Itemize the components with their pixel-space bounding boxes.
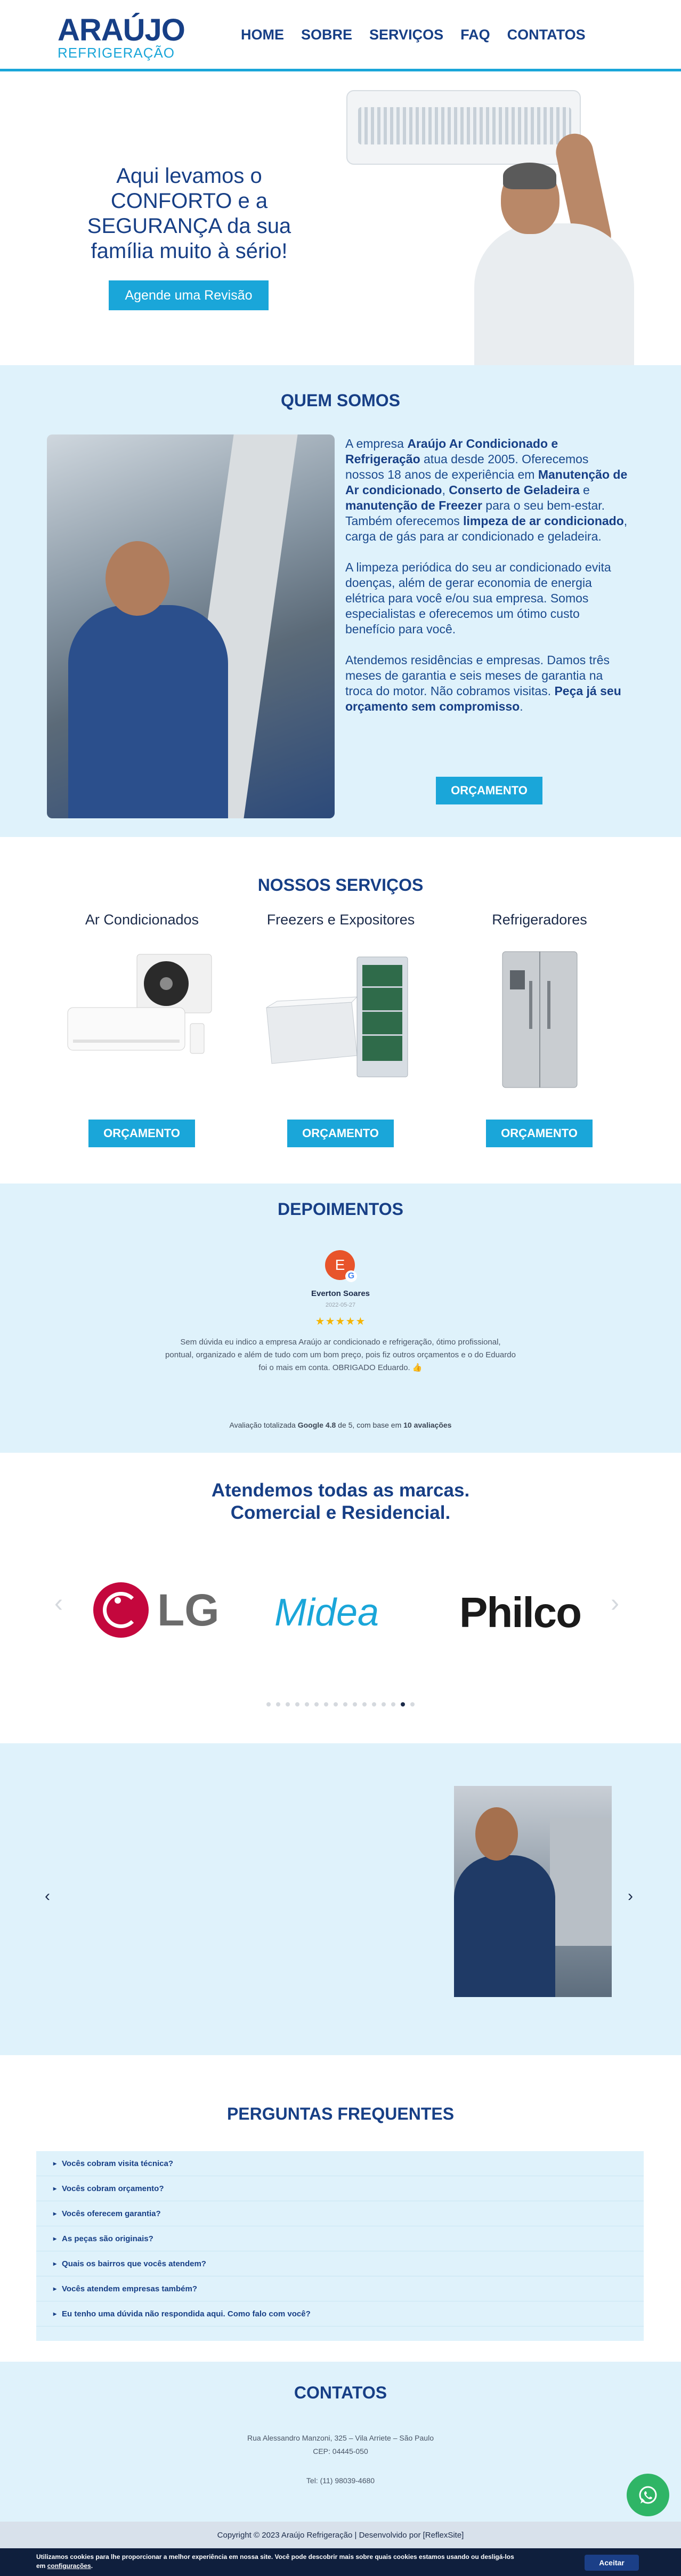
service-name: Ar Condicionados	[85, 912, 199, 928]
quote-button-ac[interactable]: ORÇAMENTO	[88, 1120, 195, 1147]
brands-prev-arrow-icon[interactable]: ‹	[54, 1589, 63, 1617]
chevron-right-icon: ▸	[53, 2160, 57, 2167]
cookie-banner	[0, 2548, 681, 2576]
reviewer-name: Everton Soares	[311, 1289, 370, 1298]
site-header	[0, 0, 681, 71]
carousel-dots	[0, 1702, 681, 1706]
carousel-dot[interactable]	[286, 1702, 290, 1706]
faq-item[interactable]: ▸ As peças são originais?	[36, 2226, 644, 2251]
faq-list	[36, 2151, 644, 2341]
hero-title: Aqui levamos o CONFORTO e a SEGURANÇA da sua família muito à sério!	[87, 164, 291, 263]
quote-button-refrigerators[interactable]: ORÇAMENTO	[486, 1120, 593, 1147]
contact-address: Rua Alessandro Manzoni, 325 – Vila Arriete – São Paulo	[247, 2434, 434, 2442]
gallery-technician-photo	[454, 1786, 612, 1997]
chevron-right-icon: ▸	[53, 2235, 57, 2242]
schedule-revision-button[interactable]: Agende uma Revisão	[109, 280, 269, 310]
nav-sobre[interactable]: SOBRE	[301, 27, 353, 43]
about-paragraph-1: A empresa Araújo Ar Condicionado e Refrigeração atua desde 2005. Oferecemos nossos 18 anos de experiência em Manutenção de Ar condicionado, Conserto de Geladeira e manutenção de Freezer para o seu bem-estar. Também oferecemos limpeza de ar condicionado, carga de gás para ar condicionado e geladeira.	[345, 437, 628, 543]
faq-title: PERGUNTAS FREQUENTES	[226, 2104, 455, 2123]
about-technician-photo	[47, 434, 335, 818]
carousel-dot[interactable]	[305, 1702, 309, 1706]
review-text: Sem dúvida eu indico a empresa Araújo ar condicionado e refrigeração, ótimo profissional, pontual, organizado e além de tudo com um bom preço, pois fiz outros orçamentos e o do Eduardo foi o mais em conta. OBRIGADO Eduardo. 👍	[165, 1338, 516, 1372]
service-freezers	[241, 912, 440, 1157]
about-quote-button[interactable]: ORÇAMENTO	[436, 777, 542, 804]
services-title: NOSSOS SERVIÇOS	[257, 875, 424, 895]
contact-phone[interactable]: Tel: (11) 98039-4680	[306, 2476, 375, 2485]
brand-logo-lg: LG	[93, 1581, 226, 1639]
carousel-dot[interactable]	[353, 1702, 357, 1706]
carousel-dot[interactable]	[343, 1702, 347, 1706]
gallery-slider	[0, 1743, 681, 2055]
chevron-right-icon: ▸	[53, 2260, 57, 2267]
chevron-right-icon: ▸	[53, 2210, 57, 2217]
contact-section	[0, 2362, 681, 2522]
main-nav	[241, 27, 603, 43]
cookie-text: Utilizamos cookies para lhe proporcionar a melhor experiência em nossa site. Você pode descobrir mais sobre quais cookies estamos usando ou desligá-los em configurações.	[36, 2553, 514, 2570]
service-air-conditioners	[43, 912, 241, 1157]
service-name: Refrigeradores	[492, 912, 587, 928]
chevron-right-icon: ▸	[53, 2285, 57, 2292]
google-icon: G	[345, 1270, 357, 1282]
services-section	[0, 837, 681, 1184]
logo-subtitle: REFRIGERAÇÃO	[58, 45, 175, 61]
about-title: QUEM SOMOS	[280, 391, 400, 410]
quote-button-freezers[interactable]: ORÇAMENTO	[287, 1120, 394, 1147]
faq-item[interactable]: ▸ Vocês cobram visita técnica?	[36, 2151, 644, 2176]
carousel-dot[interactable]	[401, 1702, 405, 1706]
gallery-prev-arrow-icon[interactable]: ‹	[45, 1887, 50, 1905]
carousel-dot[interactable]	[382, 1702, 386, 1706]
reviewer-avatar: E G	[325, 1250, 355, 1280]
faq-item[interactable]: ▸ Vocês atendem empresas também?	[36, 2276, 644, 2301]
faq-item[interactable]: ▸ Eu tenho uma dúvida não respondida aqui. Como falo com você?	[36, 2301, 644, 2327]
service-refrigerators	[440, 912, 639, 1157]
carousel-dot[interactable]	[324, 1702, 328, 1706]
contact-title: CONTATOS	[294, 2383, 387, 2402]
carousel-dot[interactable]	[362, 1702, 367, 1706]
brands-next-arrow-icon[interactable]: ›	[611, 1589, 619, 1617]
review-date: 2022-05-27	[325, 1302, 356, 1308]
nav-contatos[interactable]: CONTATOS	[507, 27, 586, 43]
faq-section	[0, 2055, 681, 2362]
lg-face-icon	[93, 1582, 149, 1638]
whatsapp-icon	[637, 2484, 659, 2506]
about-section	[0, 365, 681, 837]
about-text	[345, 436, 629, 730]
site-footer: Copyright © 2023 Araújo Refrigeração | Desenvolvido por [ReflexSite]	[0, 2522, 681, 2548]
carousel-dot[interactable]	[276, 1702, 280, 1706]
carousel-dot[interactable]	[266, 1702, 271, 1706]
carousel-dot[interactable]	[410, 1702, 415, 1706]
faq-item[interactable]: ▸ Vocês cobram orçamento?	[36, 2176, 644, 2201]
brand-logo-philco: Philco	[459, 1589, 581, 1636]
testimonials-title: DEPOIMENTOS	[278, 1200, 403, 1219]
air-conditioner-image	[62, 949, 222, 1064]
logo-brand: ARAÚJO	[58, 13, 185, 47]
logo[interactable]	[58, 13, 185, 61]
chevron-right-icon: ▸	[53, 2185, 57, 2192]
cookie-settings-link[interactable]: configurações	[47, 2562, 91, 2570]
accept-cookies-button[interactable]: Aceitar	[585, 2555, 639, 2571]
carousel-dot[interactable]	[314, 1702, 319, 1706]
testimonials-section	[0, 1184, 681, 1453]
review-stars: ★★★★★	[315, 1316, 366, 1327]
contact-cep: CEP: 04445-050	[313, 2447, 368, 2456]
freezer-image	[261, 949, 421, 1085]
gallery-next-arrow-icon[interactable]: ›	[628, 1887, 633, 1905]
rating-summary: Avaliação totalizada Google 4.8 de 5, com base em 10 avaliações	[229, 1421, 452, 1429]
refrigerator-image	[492, 949, 588, 1096]
nav-home[interactable]: HOME	[241, 27, 284, 43]
hero-section	[0, 74, 681, 365]
brand-logo-midea: Midea	[274, 1591, 379, 1634]
hero-technician-image	[469, 133, 634, 365]
carousel-dot[interactable]	[334, 1702, 338, 1706]
nav-faq[interactable]: FAQ	[460, 27, 490, 43]
brands-section	[0, 1453, 681, 1743]
about-paragraph-3: Atendemos residências e empresas. Damos três meses de garantia e seis meses de garantia na troca do motor. Não cobramos visitas. Peça já seu orçamento sem compromisso.	[345, 653, 621, 713]
nav-servicos[interactable]: SERVIÇOS	[369, 27, 444, 43]
faq-item[interactable]: ▸ Vocês oferecem garantia?	[36, 2201, 644, 2226]
carousel-dot[interactable]	[295, 1702, 299, 1706]
carousel-dot[interactable]	[391, 1702, 395, 1706]
faq-item[interactable]: ▸ Quais os bairros que vocês atendem?	[36, 2251, 644, 2276]
about-paragraph-2: A limpeza periódica do seu ar condicionado evita doenças, além de gerar economia de energia elétrica para você e/ou sua empresa. Somos especialistas e oferecemos um ótimo custo benefício para você.	[345, 560, 611, 636]
service-name: Freezers e Expositores	[266, 912, 415, 928]
brands-title: Atendemos todas as marcas. Comercial e Residencial.	[211, 1480, 470, 1523]
chevron-right-icon: ▸	[53, 2310, 57, 2317]
carousel-dot[interactable]	[372, 1702, 376, 1706]
whatsapp-button[interactable]	[627, 2474, 669, 2516]
